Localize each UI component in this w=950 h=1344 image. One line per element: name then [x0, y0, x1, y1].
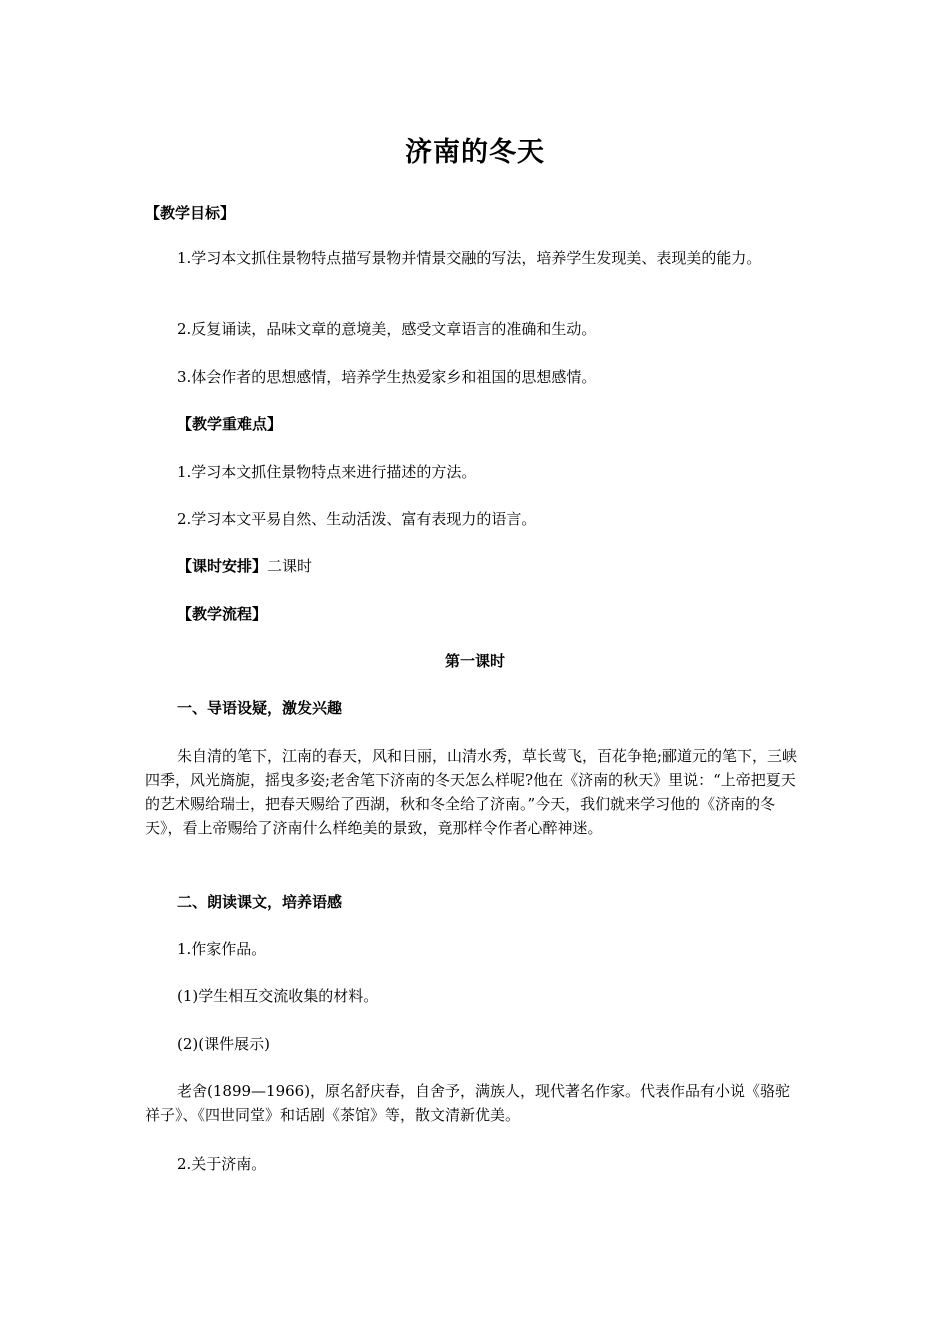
objective-item-2: 2.反复诵读，品味文章的意境美，感受文章语言的准确和生动。	[177, 320, 597, 338]
about-jinan-item: 2.关于济南。	[177, 1155, 267, 1173]
objectives-heading: 【教学目标】	[145, 204, 236, 222]
schedule-line	[145, 554, 805, 578]
objective-item-1: 1.学习本文抓住景物特点描写景物并情景交融的写法，培养学生发现美、表现美的能力。	[177, 249, 762, 267]
lesson-one-heading: 第一课时	[444, 652, 505, 670]
process-heading: 【教学流程】	[177, 605, 268, 623]
section-two-heading: 二、朗读课文，培养语感	[177, 893, 343, 911]
section-two-item-3: (2)(课件展示)	[177, 1035, 270, 1053]
author-text: 老舍(1899—1966)，原名舒庆春，自舍予，满族人，现代著名作家。代表作品有小说《骆驼祥子》、《四世同堂》和话剧《茶馆》等，散文清新优美。	[145, 1082, 791, 1124]
objective-item-3: 3.体会作者的思想感情，培养学生热爱家乡和祖国的思想感情。	[177, 368, 597, 386]
schedule-label: 【课时安排】	[177, 557, 268, 575]
key-point-item-2: 2.学习本文平易自然、生动活泼、富有表现力的语言。	[177, 510, 537, 528]
key-point-item-1: 1.学习本文抓住景物特点来进行描述的方法。	[177, 463, 477, 481]
document-title: 济南的冬天	[405, 137, 545, 168]
section-two-item-1: 1.作家作品。	[177, 940, 267, 958]
section-one-heading: 一、导语设疑，激发兴趣	[177, 699, 343, 717]
section-one-text: 朱自清的笔下，江南的春天，风和日丽，山清水秀，草长莺飞，百花争艳;郦道元的笔下，三峡四季，风光旖旎，摇曳多姿;老舍笔下济南的冬天怎么样呢?他在《济南的秋天》里说：“上帝把夏天的艺术赐给瑞士，把春天赐给了西湖，秋和冬全给了济南。”今天，我们就来学习他的《济南的冬天》，看上帝赐给了济南什么样绝美的景致，竟那样令作者心醉神迷。	[145, 747, 798, 837]
key-points-heading: 【教学重难点】	[177, 415, 283, 433]
section-two-item-2: (1)学生相互交流收集的材料。	[177, 987, 379, 1005]
schedule-value: 二课时	[267, 557, 313, 575]
